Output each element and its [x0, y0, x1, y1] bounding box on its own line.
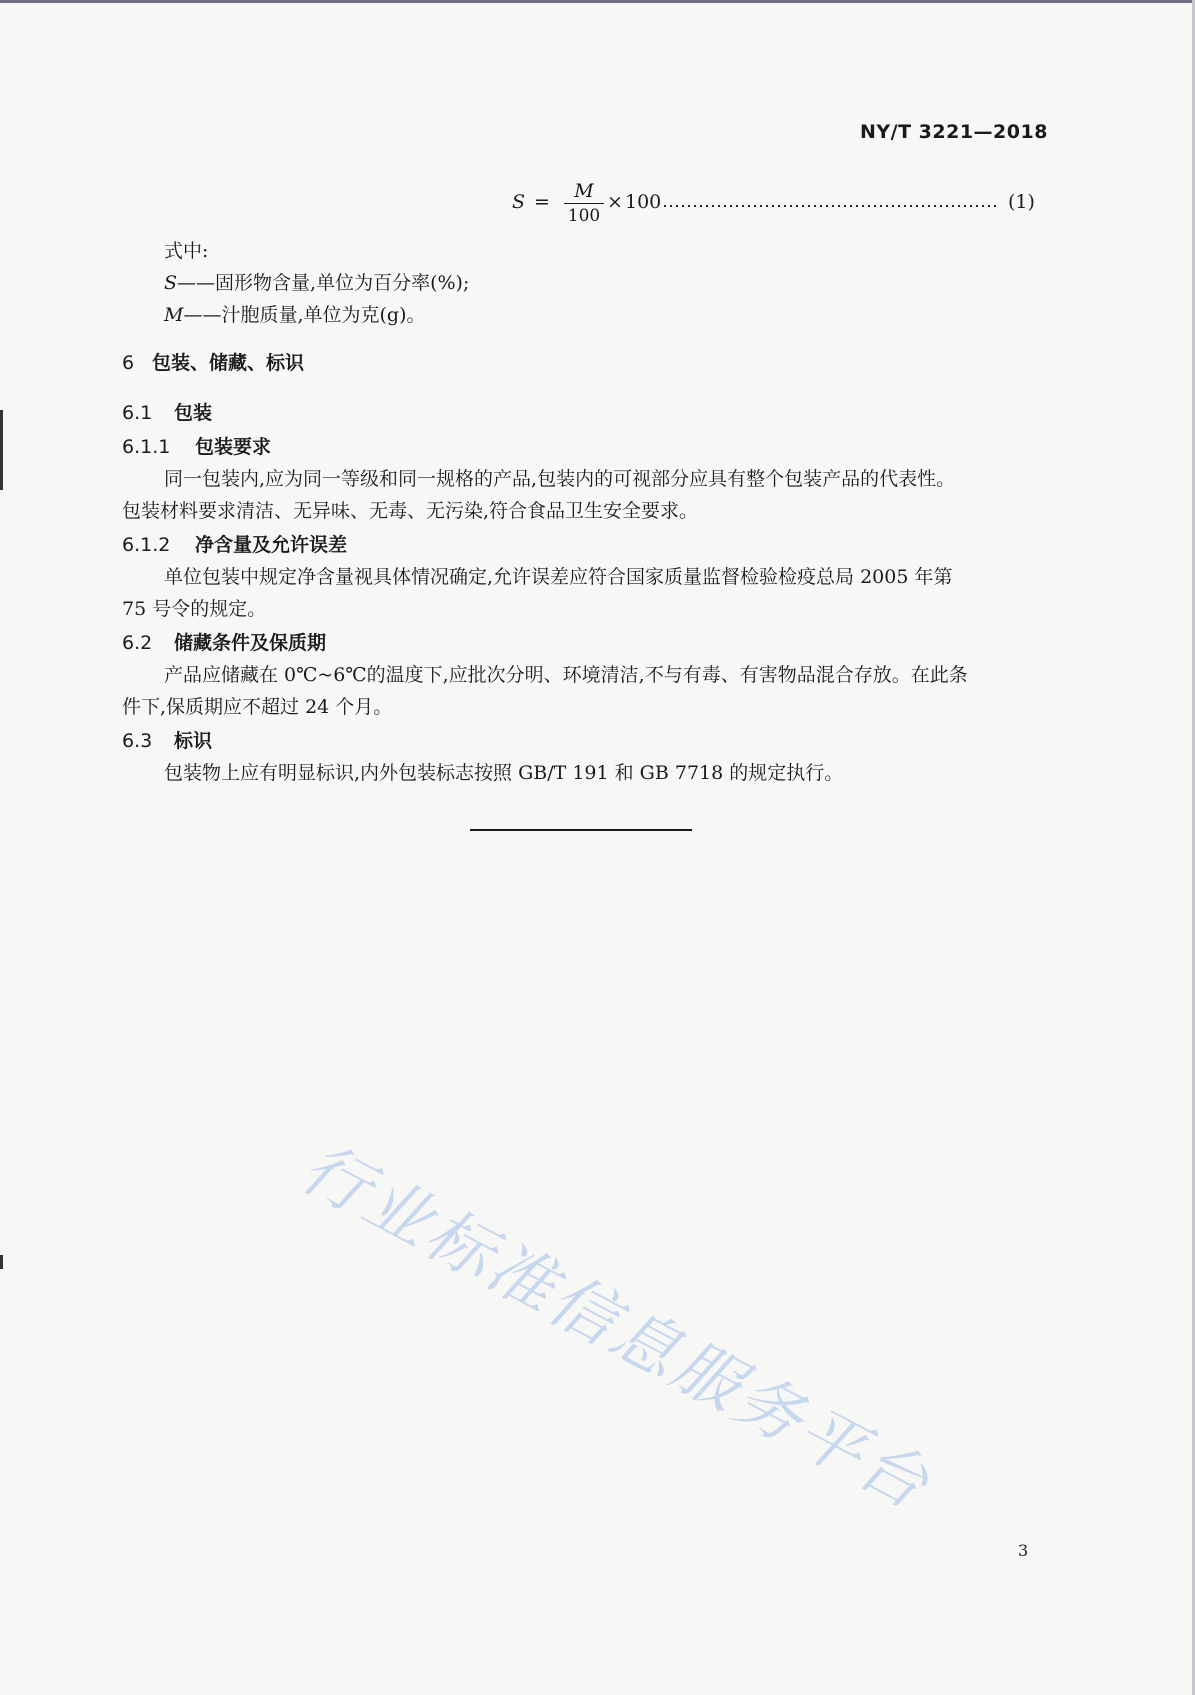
- section-number: 6.1: [122, 402, 153, 424]
- paragraph-6-1-2-line-1: 单位包装中规定净含量视具体情况确定,允许误差应符合国家质量监督检验检疫总局 2005 年第: [164, 566, 953, 588]
- dot-leader: [662, 205, 997, 207]
- where-dash: ——: [177, 272, 216, 294]
- section-heading-6-1: [122, 398, 212, 425]
- formula-denominator: 100: [567, 206, 601, 226]
- equation-number: (1): [1008, 191, 1035, 213]
- scan-margin-mark: [0, 410, 3, 490]
- formula-multiplier: 100: [625, 191, 662, 213]
- section-title: 包装要求: [195, 436, 272, 458]
- where-item-s: [164, 268, 469, 295]
- section-heading-6-1-1: [122, 432, 271, 459]
- page-number: 3: [1018, 1541, 1029, 1560]
- section-title: 标识: [174, 730, 213, 752]
- section-number: 6.2: [122, 632, 153, 654]
- section-number: 6: [122, 352, 135, 374]
- where-label: 式中:: [164, 240, 209, 262]
- paragraph-6-1-1-line-2: 包装材料要求清洁、无异味、无毒、无污染,符合食品卫生安全要求。: [122, 500, 699, 522]
- end-of-standard-rule: [470, 829, 692, 831]
- section-title: 净含量及允许误差: [195, 534, 348, 556]
- section-number: 6.1.1: [122, 436, 171, 458]
- paragraph-6-1-2-line-2: 75 号令的规定。: [122, 598, 267, 620]
- where-symbol: S: [164, 272, 178, 294]
- formula-numerator: M: [574, 180, 594, 202]
- section-heading-6-1-2: [122, 530, 347, 557]
- section-title: 包装: [174, 402, 213, 424]
- section-heading-6-3: [122, 726, 212, 753]
- where-item-m: [164, 300, 426, 327]
- page-top-edge: [0, 0, 1195, 3]
- formula-equals: =: [534, 191, 550, 213]
- paragraph-6-2-line-2: 件下,保质期应不超过 24 个月。: [122, 696, 393, 718]
- paragraph-6-3-line-1: 包装物上应有明显标识,内外包装标志按照 GB/T 191 和 GB 7718 的规定执行。: [164, 762, 844, 784]
- section-title: 储藏条件及保质期: [174, 632, 327, 654]
- where-dash: ——: [183, 304, 222, 326]
- formula-times: ×: [607, 191, 623, 213]
- formula-1: [512, 180, 1040, 230]
- scan-margin-mark: [0, 1255, 3, 1269]
- section-number: 6.1.2: [122, 534, 171, 556]
- section-heading-6: [122, 348, 304, 375]
- standard-number: NY/T 3221—2018: [860, 121, 1048, 143]
- paragraph-6-2-line-1: 产品应储藏在 0℃~6℃的温度下,应批次分明、环境清洁,不与有毒、有害物品混合存放。在此条: [164, 664, 968, 686]
- section-heading-6-2: [122, 628, 326, 655]
- paragraph-6-1-1-line-1: 同一包装内,应为同一等级和同一规格的产品,包装内的可视部分应具有整个包装产品的代表性。: [164, 468, 956, 490]
- formula-lhs: S: [512, 191, 526, 213]
- section-number: 6.3: [122, 730, 153, 752]
- fraction-bar: [564, 203, 604, 204]
- section-title: 包装、储藏、标识: [152, 352, 305, 374]
- where-symbol: M: [164, 304, 184, 326]
- where-desc: 汁胞质量,单位为克(g)。: [221, 304, 426, 326]
- watermark: 行业标准信息服务平台: [289, 1128, 944, 1526]
- where-desc: 固形物含量,单位为百分率(%);: [215, 272, 470, 294]
